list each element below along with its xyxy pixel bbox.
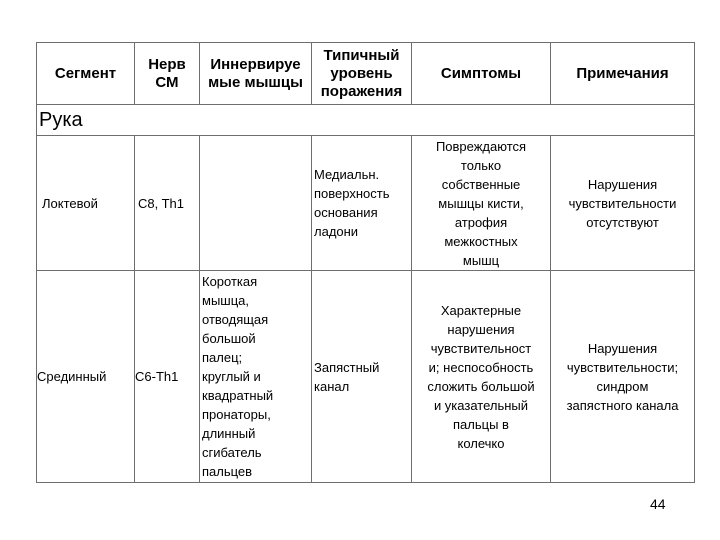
row-1-segment: Локтевой [36, 135, 135, 271]
header-symptoms: Симптомы [411, 42, 551, 105]
header-notes: Примечания [550, 42, 695, 105]
row-1-symptoms: Повреждаются только собственные мышцы кисти, атрофия межкостных мышц [411, 135, 551, 271]
section-title: Рука [36, 104, 695, 136]
row-1-muscles [199, 135, 312, 271]
header-segment: Сегмент [36, 42, 135, 105]
header-level: Типичный уровень поражения [311, 42, 412, 105]
header-nerves: Нерв СМ [134, 42, 200, 105]
row-2-notes: Нарушения чувствительности; синдром запястного канала [550, 270, 695, 483]
row-1-notes: Нарушения чувствительности отсутствуют [550, 135, 695, 271]
row-2-symptoms: Характерные нарушения чувствительност и; неспособность сложить большой и указательный пальцы в колечко [411, 270, 551, 483]
row-2-nerves: C6-Th1 [134, 270, 200, 483]
row-1-nerves: C8, Th1 [134, 135, 200, 271]
header-muscles: Иннервируе мые мышцы [199, 42, 312, 105]
nerve-table [36, 42, 695, 483]
page-number: 44 [650, 496, 666, 512]
row-2-segment: Срединный [36, 270, 135, 483]
row-2-muscles: Короткая мышца, отводящая большой палец; круглый и квадратный пронаторы, длинный сгибатель пальцев [199, 270, 312, 483]
row-2-level: Запястный канал [311, 270, 412, 483]
row-1-level: Медиальн. поверхность основания ладони [311, 135, 412, 271]
